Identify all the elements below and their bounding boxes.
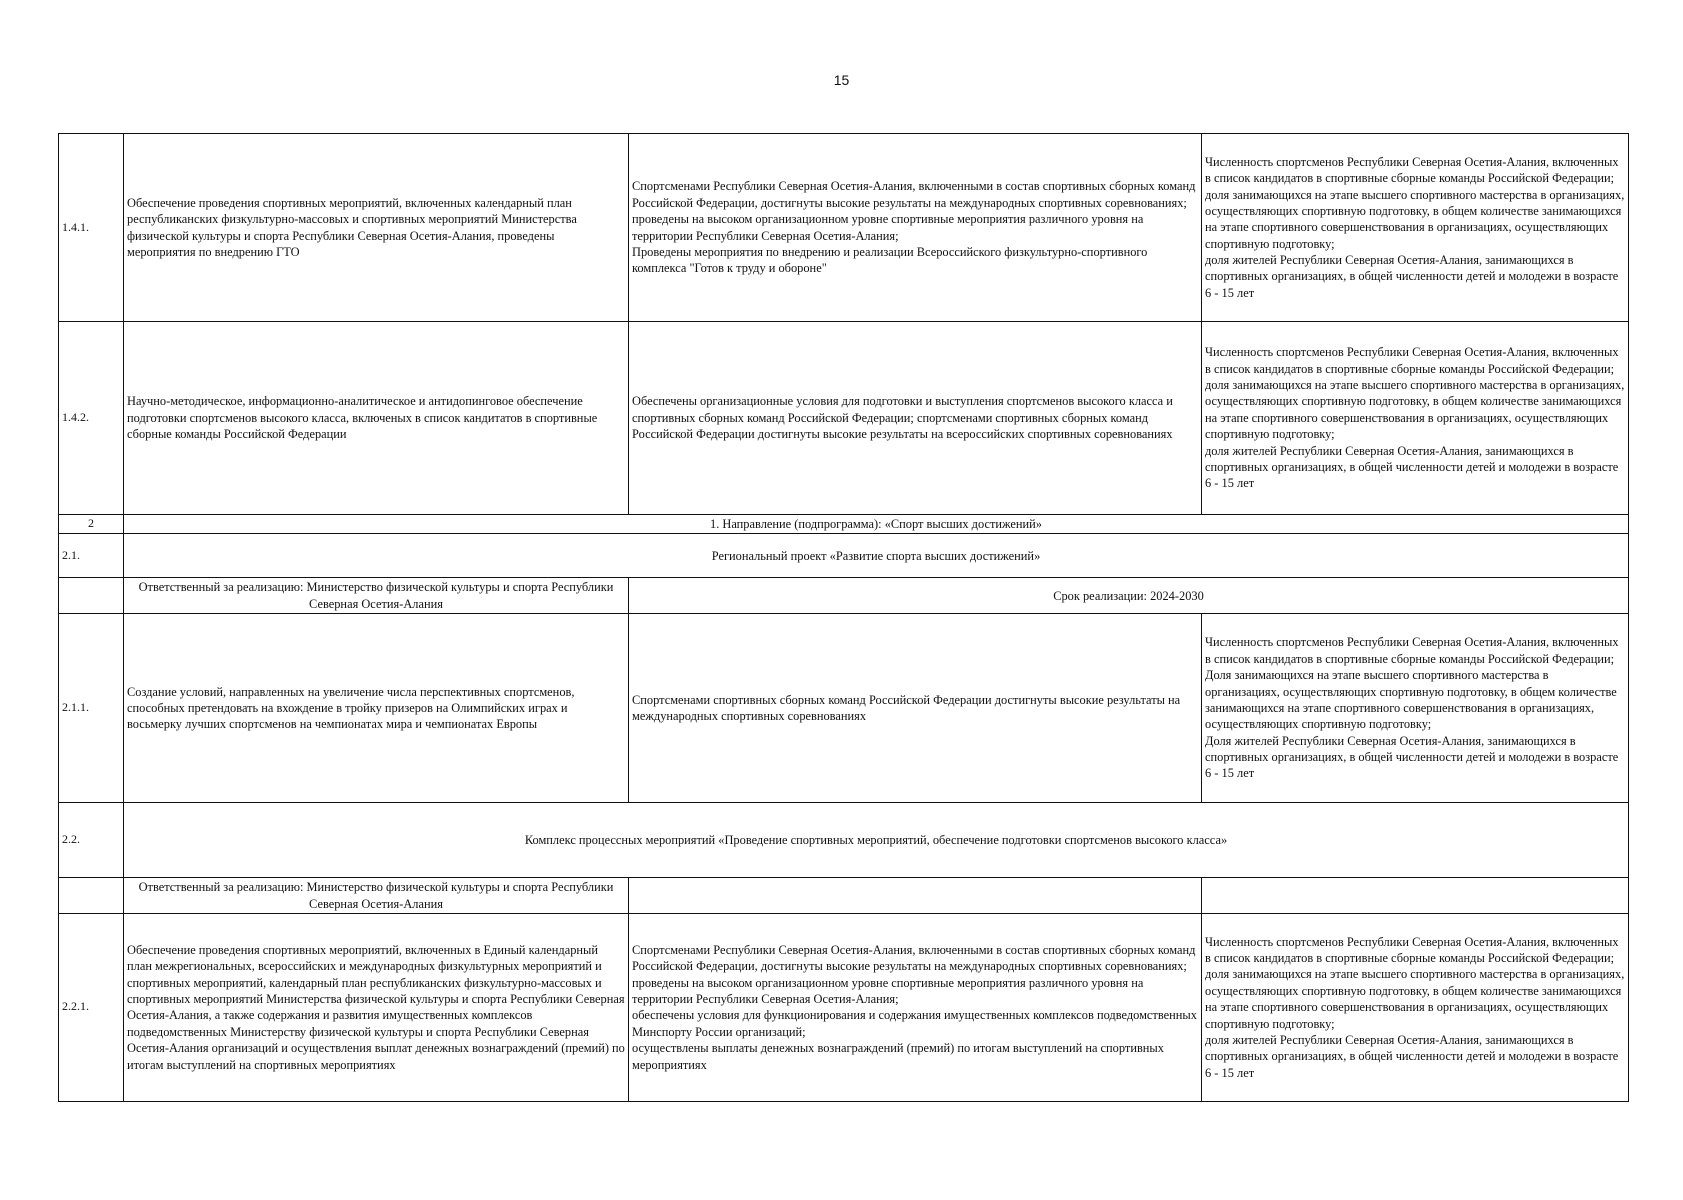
indicator-cell: Численность спортсменов Республики Северная Осетия-Алания, включенных в список кандидатов в спортивные сборные команды Российской Федерации; Доля занимающихся на этапе высшего спортивного мастерства в организациях, осуществляющих спортивную подготовку, в общем количестве занимающихся на этапе спортивного совершенствования в организациях, осуществляющих спортивную подготовку; Доля жителей Республики Северная Осетия-Алания, занимающихся в спортивных организациях, в общей численности детей и молодежи в возрасте 6 - 15 лет [1202,614,1629,803]
task-cell: Научно-методическое, информационно-аналитическое и антидопинговое обеспечение подготовки спортсменов высокого класса, включеных в список кандитатов в спортивные сборные команды Российской Федерации [124,322,629,515]
row-number: 2.2.1. [59,913,124,1101]
result-cell: Спортсменами Республики Северная Осетия-Алания, включенными в состав спортивных сборных команд Российской Федерации, достигнуты высокие результаты на международных спортивных соревнованиях; проведены на высоком организационном уровне спортивные мероприятия различного уровня на территории Республики Северная Осетия-Алания; обеспечены условия для функционирования и содержания имущественных комплексов подведомственных Минспорту России организаций; осуществлены выплаты денежных вознаграждений (премий) по итогам выступлений на спортивных мероприятиях [629,913,1202,1101]
row-number: 2.1.1. [59,614,124,803]
section-row [59,515,1629,534]
indicator-cell: Численность спортсменов Республики Северная Осетия-Алания, включенных в список кандидатов в спортивные сборные команды Российской Федерации; доля занимающихся на этапе высшего спортивного мастерства в организациях, осуществляющих спортивную подготовку, в общем количестве занимающихся на этапе спортивного совершенствования в организациях, осуществляющих спортивную подготовку; доля жителей Республики Северная Осетия-Алания, занимающихся в спортивных организациях, в общей численности детей и молодежи в возрасте 6 - 15 лет [1202,913,1629,1101]
table-row [59,322,1629,515]
page-number: 15 [833,72,850,88]
result-cell: Спортсменами спортивных сборных команд Российской Федерации достигнуты высокие результаты на международных спортивных соревнованиях [629,614,1202,803]
empty-cell [1202,878,1629,914]
section-title: Региональный проект «Развитие спорта высших достижений» [124,534,1629,578]
row-number: 2 [59,515,124,534]
row-number: 2.1. [59,534,124,578]
indicator-cell: Численность спортсменов Республики Северная Осетия-Алания, включенных в список кандидатов в спортивные сборные команды Российской Федерации; доля занимающихся на этапе высшего спортивного мастерства в организациях, осуществляющих спортивную подготовку, в общем количестве занимающихся на этапе спортивного совершенствования в организациях, осуществляющих спортивную подготовку; доля жителей Республики Северная Осетия-Алания, занимающихся в спортивных организациях, в общей численности детей и молодежи в возрасте 6 - 15 лет [1202,322,1629,515]
task-cell: Обеспечение проведения спортивных мероприятий, включенных календарный план республиканских физкультурно-массовых и спортивных мероприятий Министерства физической культуры и спорта Республики Северная Осетия-Алания, проведены мероприятия по внедрению ГТО [124,134,629,322]
section-title: Комплекс процессных мероприятий «Проведение спортивных мероприятий, обеспечение подготовки спортсменов высокого класса» [124,803,1629,878]
row-number: 2.2. [59,803,124,878]
section-title: 1. Направление (подпрограмма): «Спорт высших достижений» [124,515,1629,534]
row-number: 1.4.2. [59,322,124,515]
term-cell: Срок реализации: 2024-2030 [629,578,1629,614]
result-cell: Спортсменами Республики Северная Осетия-Алания, включенными в состав спортивных сборных команд Российской Федерации, достигнуты высокие результаты на международных спортивных соревнованиях; проведены на высоком организационном уровне спортивные мероприятия различного уровня на территории Республики Северная Осетия-Алания; Проведены мероприятия по внедрению и реализации Всероссийского физкультурно-спортивного комплекса "Готов к труду и обороне" [629,134,1202,322]
table-row [59,614,1629,803]
table-row [59,913,1629,1101]
row-number: 1.4.1. [59,134,124,322]
section-row [59,534,1629,578]
empty-cell [59,578,124,614]
measures-table [58,133,1629,1102]
result-cell: Обеспечены организационные условия для подготовки и выступления спортсменов высокого класса и спортивных сборных команд Российской Федерации; спортсменами спортивных сборных команд Российской Федерации достигнуты высокие результаты на всероссийских спортивных соревнованиях [629,322,1202,515]
responsible-cell: Ответственный за реализацию: Министерство физической культуры и спорта Республики Северная Осетия-Алания [124,878,629,914]
indicator-cell: Численность спортсменов Республики Северная Осетия-Алания, включенных в список кандидатов в спортивные сборные команды Российской Федерации; доля занимающихся на этапе высшего спортивного мастерства в организациях, осуществляющих спортивную подготовку, в общем количестве занимающихся на этапе спортивного совершенствования в организациях, осуществляющих спортивную подготовку; доля жителей Республики Северная Осетия-Алания, занимающихся в спортивных организациях, в общей численности детей и молодежи в возрасте 6 - 15 лет [1202,134,1629,322]
empty-cell [59,878,124,914]
empty-cell [629,878,1202,914]
task-cell: Создание условий, направленных на увеличение числа перспективных спортсменов, способных претендовать на вхождение в тройку призеров на Олимпийских играх и восьмерку лучших спортсменов на чемпионатах мира и чемпионатах Европы [124,614,629,803]
section-row [59,803,1629,878]
responsible-row [59,578,1629,614]
responsible-cell: Ответственный за реализацию: Министерство физической культуры и спорта Республики Северная Осетия-Алания [124,578,629,614]
responsible-row [59,878,1629,914]
table-row [59,134,1629,322]
task-cell: Обеспечение проведения спортивных мероприятий, включенных в Единый календарный план межрегиональных, всероссийских и международных физкультурных мероприятий и спортивных мероприятий, календарный план республиканских физкультурно-массовых и спортивных мероприятий Министерства физической культуры и спорта Республики Северная Осетия-Алания, а также содержания и развития имущественных комплексов подведомственных Министерству физической культуры и спорта Республики Северная Осетия-Алания организаций и осуществления выплат денежных вознаграждений (премий) по итогам выступлений на спортивных мероприятиях [124,913,629,1101]
